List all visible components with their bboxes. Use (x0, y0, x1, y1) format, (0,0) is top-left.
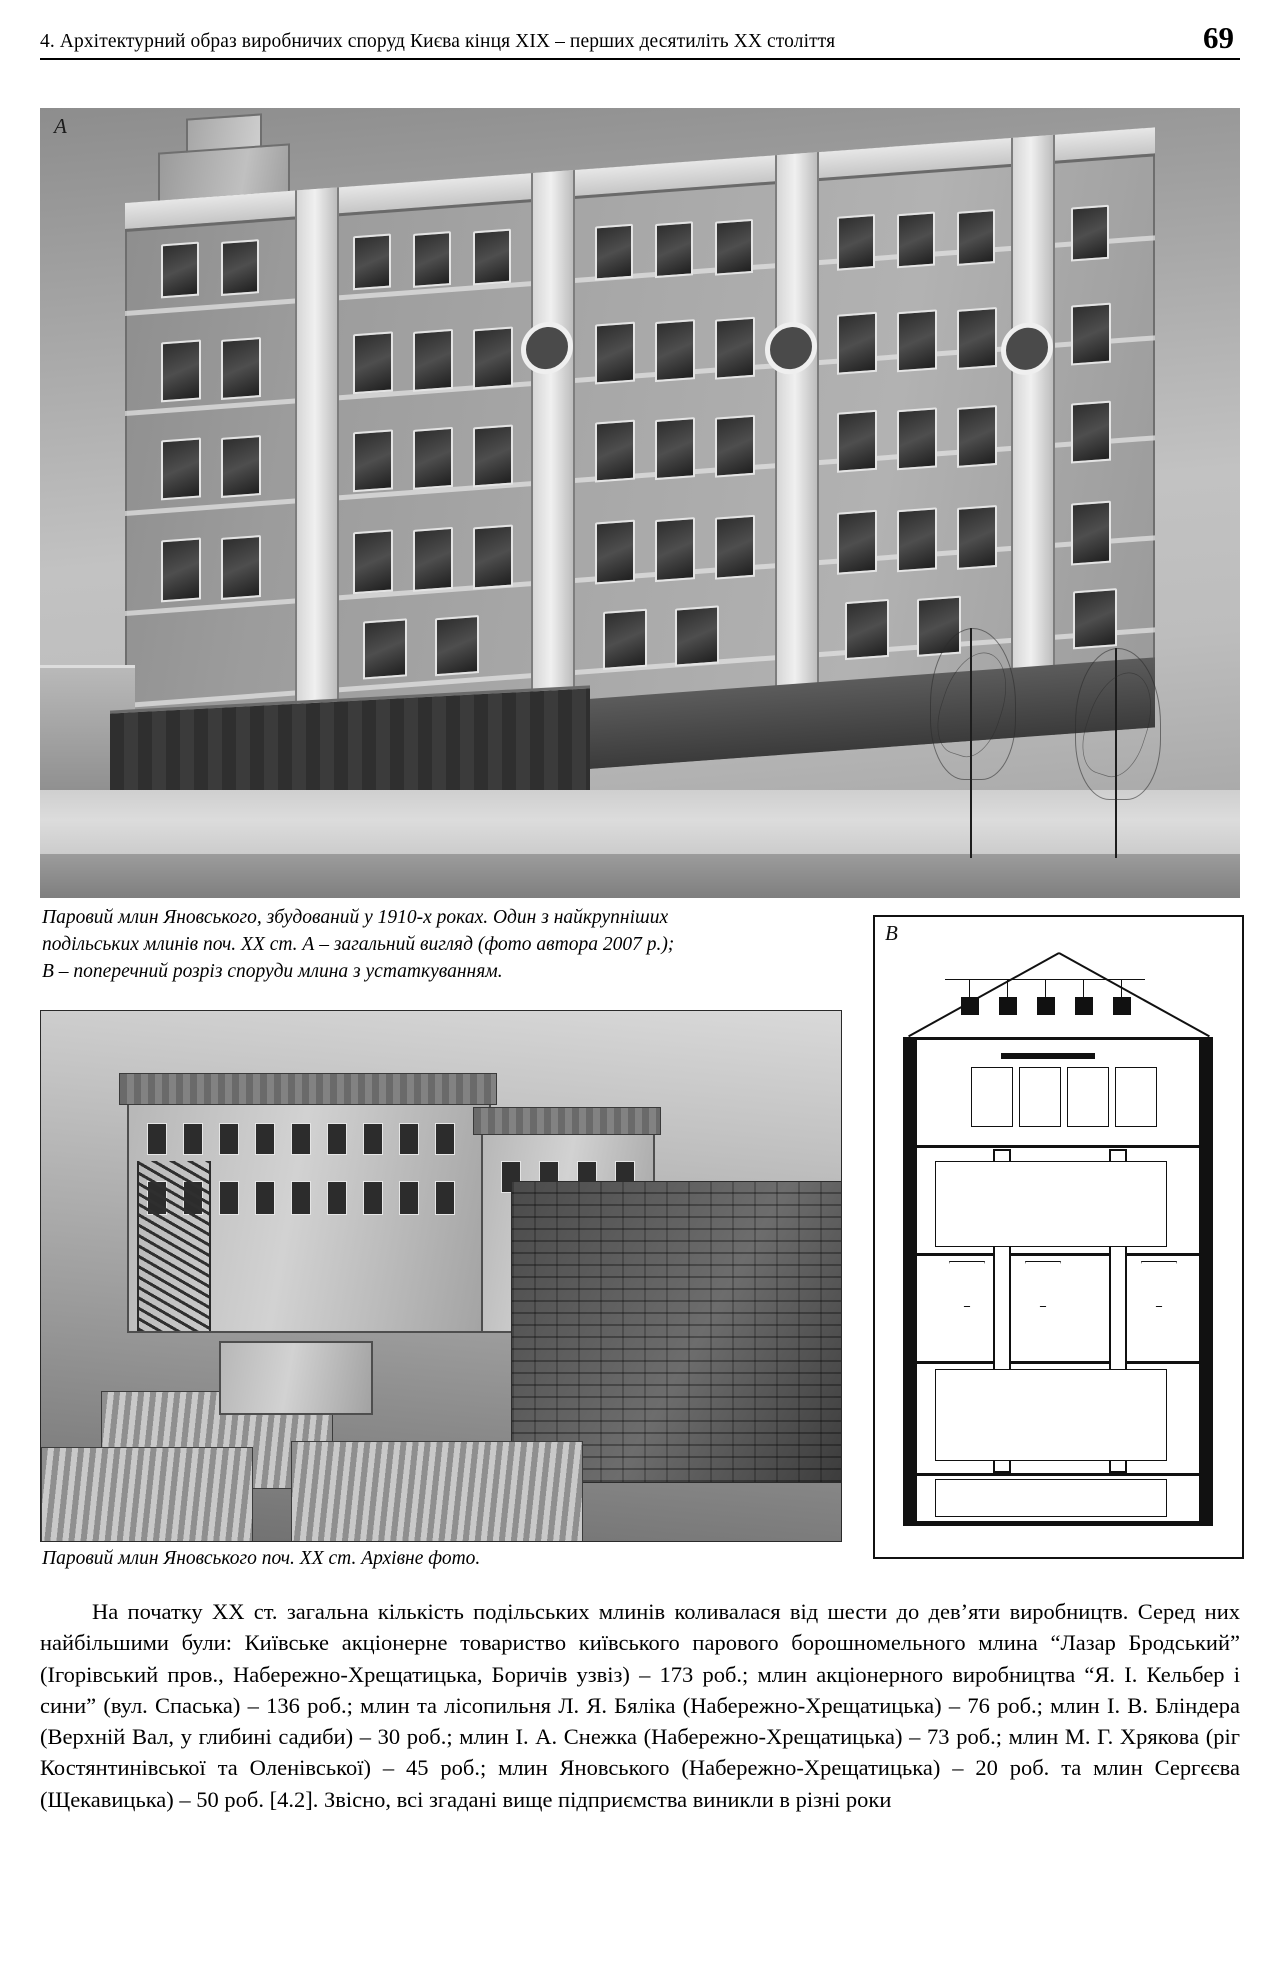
facade-window (715, 515, 755, 580)
section-wall-right (1199, 1037, 1213, 1523)
caption-figure-c: Паровий млин Яновського поч. XX ст. Архівне фото. (42, 1548, 481, 1569)
section-machine-attic-1 (961, 997, 979, 1015)
facade-window (473, 229, 511, 286)
section-shaft-drop (1045, 979, 1046, 999)
facade-window (413, 329, 453, 392)
page-number: 69 (1203, 20, 1234, 55)
archive-window (435, 1181, 455, 1215)
archive-fire-escape (137, 1161, 211, 1331)
facade-window (1071, 501, 1111, 566)
facade-window (1073, 588, 1117, 649)
figure-a-photo (40, 108, 1240, 898)
facade-window (845, 599, 889, 660)
section-silo-3 (1067, 1067, 1109, 1127)
caption-figure-ab: Паровий млин Яновського, збудований у 1910-х роках. Один з найкрупніших подільських млинів поч. XX ст. А – загальний вигляд (фото автора 2007 р.); В – поперечний розріз споруди млина з устаткуванням. (42, 907, 675, 982)
archive-window (291, 1123, 311, 1155)
facade-window (837, 510, 877, 575)
section-machine-attic-3 (1037, 997, 1055, 1015)
section-floor-4 (903, 1145, 1213, 1148)
facade-window (655, 221, 693, 278)
facade-window (897, 407, 937, 470)
figure-b-section-drawing (873, 915, 1244, 1559)
facade-window (715, 415, 755, 478)
facade-window (595, 420, 635, 483)
section-shaft-drop (1121, 979, 1122, 999)
section-silo-1 (971, 1067, 1013, 1127)
facade-window (161, 537, 201, 602)
section-foundation (903, 1521, 1213, 1526)
facade-window (161, 437, 201, 500)
page-header (40, 22, 1240, 53)
header-divider (40, 58, 1240, 60)
facade-window (1071, 401, 1111, 464)
facade-window (221, 435, 261, 498)
running-title: 4. Архітектурний образ виробничих споруд Києва кінця XIX – перших десятиліть XX століття (40, 31, 836, 52)
figure-c-archive-photo (40, 1010, 842, 1542)
facade-window (473, 327, 513, 390)
facade-window (603, 609, 647, 670)
archive-window (255, 1123, 275, 1155)
section-machine-attic-4 (1075, 997, 1093, 1015)
section-silo-4 (1115, 1067, 1157, 1127)
facade-band (125, 535, 1155, 616)
archive-wing-roof (473, 1107, 661, 1135)
facade-window (363, 618, 407, 679)
facade-window (435, 615, 479, 676)
facade-window (715, 317, 755, 380)
facade-window (413, 427, 453, 490)
archive-foreground-shed (219, 1341, 373, 1415)
archive-window (219, 1123, 239, 1155)
archive-window (327, 1123, 347, 1155)
facade-pilaster (775, 152, 819, 755)
facade-window (221, 239, 259, 296)
facade-window (473, 425, 513, 488)
facade-window (837, 214, 875, 271)
facade-window (413, 527, 453, 592)
section-silo-2 (1019, 1067, 1061, 1127)
facade-window (655, 417, 695, 480)
facade-pilaster (531, 170, 575, 773)
facade-window (473, 525, 513, 590)
archive-retaining-wall (511, 1181, 842, 1483)
facade-window (957, 307, 997, 370)
archive-window (363, 1181, 383, 1215)
section-hopper-1 (949, 1261, 985, 1307)
facade-window (897, 507, 937, 572)
section-belt-run (1001, 1053, 1095, 1059)
section-floor-2 (903, 1361, 1213, 1364)
roadway (40, 854, 1240, 898)
bare-tree (1115, 648, 1117, 858)
body-text-block (40, 1596, 1240, 1815)
archive-window (183, 1123, 203, 1155)
facade-band (125, 435, 1155, 516)
facade-window (1071, 205, 1109, 262)
facade-window (161, 242, 199, 299)
facade-window (1071, 303, 1111, 366)
facade-window (595, 224, 633, 281)
facade-window (655, 517, 695, 582)
archive-foreground-roof-3 (291, 1441, 583, 1542)
facade-window (837, 410, 877, 473)
facade-pilaster (1011, 135, 1055, 738)
facade-window (353, 429, 393, 492)
section-machine-floor-2 (935, 1369, 1167, 1461)
section-wall-left (903, 1037, 917, 1523)
archive-window (435, 1123, 455, 1155)
archive-main-roof (119, 1073, 497, 1105)
facade-window (655, 319, 695, 382)
body-paragraph: На початку XX ст. загальна кількість подільських млинів коливалася від шести до дев’яти виробництв. Серед них найбільшими були: Київське акціонерне товариство київського парового борошномельного млина “Лазар Бродський” (Ігорівський пров., Набережно-Хрещатицька, Боричів узвіз) – 173 роб.; млин акціонерного виробництва “Я. І. Кельбер і сини” (вул. Спаська) – 136 роб.; млин та лісопильня Л. Я. Бяліка (Набережно-Хрещатицька) – 76 роб.; млин І. В. Бліндера (Верхній Вал, у глибині садиби) – 30 роб.; млин І. А. Снежка (Набережно-Хрещатицька) – 73 роб.; млин М. Г. Хрякова (ріг Костянтинівської та Оленівської) – 45 роб.; млин Яновського (Набережно-Хрещатицька) – 20 роб. та млин Сергєєва (Щекавицька) – 50 роб. [4.2]. Звісно, всі згадані вище підприємства виникли в різні роки (40, 1599, 1240, 1812)
facade-window (897, 309, 937, 372)
section-roof (903, 953, 1213, 1039)
facade-window (353, 233, 391, 290)
archive-window (327, 1181, 347, 1215)
section-shaft-drop (1007, 979, 1008, 999)
section-machine-attic-2 (999, 997, 1017, 1015)
section-basement-room (935, 1479, 1167, 1517)
section-floor-1 (903, 1473, 1213, 1476)
section-shaft-drop (1083, 979, 1084, 999)
facade-window (675, 605, 719, 666)
section-hopper-2 (1025, 1261, 1061, 1307)
facade-window (957, 405, 997, 468)
section-bin-upper (935, 1161, 1167, 1247)
archive-window (399, 1123, 419, 1155)
facade-window (957, 505, 997, 570)
facade-window (715, 219, 753, 276)
section-floor-attic (903, 1037, 1213, 1040)
facade-window (595, 322, 635, 385)
facade-window (897, 212, 935, 269)
figure-a-label: А (54, 114, 67, 138)
archive-window (291, 1181, 311, 1215)
archive-foreground-roof-2 (41, 1447, 253, 1542)
facade-window (221, 337, 261, 400)
facade-window (221, 535, 261, 600)
figure-b-label: В (885, 921, 898, 945)
section-hopper-3 (1141, 1261, 1177, 1307)
section-shaft-drop (969, 979, 970, 999)
facade-window (161, 339, 201, 402)
facade-window (837, 312, 877, 375)
facade-band (125, 235, 1155, 316)
facade-window (353, 529, 393, 594)
section-machine-attic-5 (1113, 997, 1131, 1015)
archive-window (363, 1123, 383, 1155)
facade-window (957, 209, 995, 266)
facade-window (595, 520, 635, 585)
section-floor-3 (903, 1253, 1213, 1256)
archive-window (255, 1181, 275, 1215)
facade-window (353, 331, 393, 394)
bare-tree (970, 628, 972, 858)
facade-window (413, 231, 451, 288)
archive-window (147, 1123, 167, 1155)
archive-window (399, 1181, 419, 1215)
archive-window (219, 1181, 239, 1215)
